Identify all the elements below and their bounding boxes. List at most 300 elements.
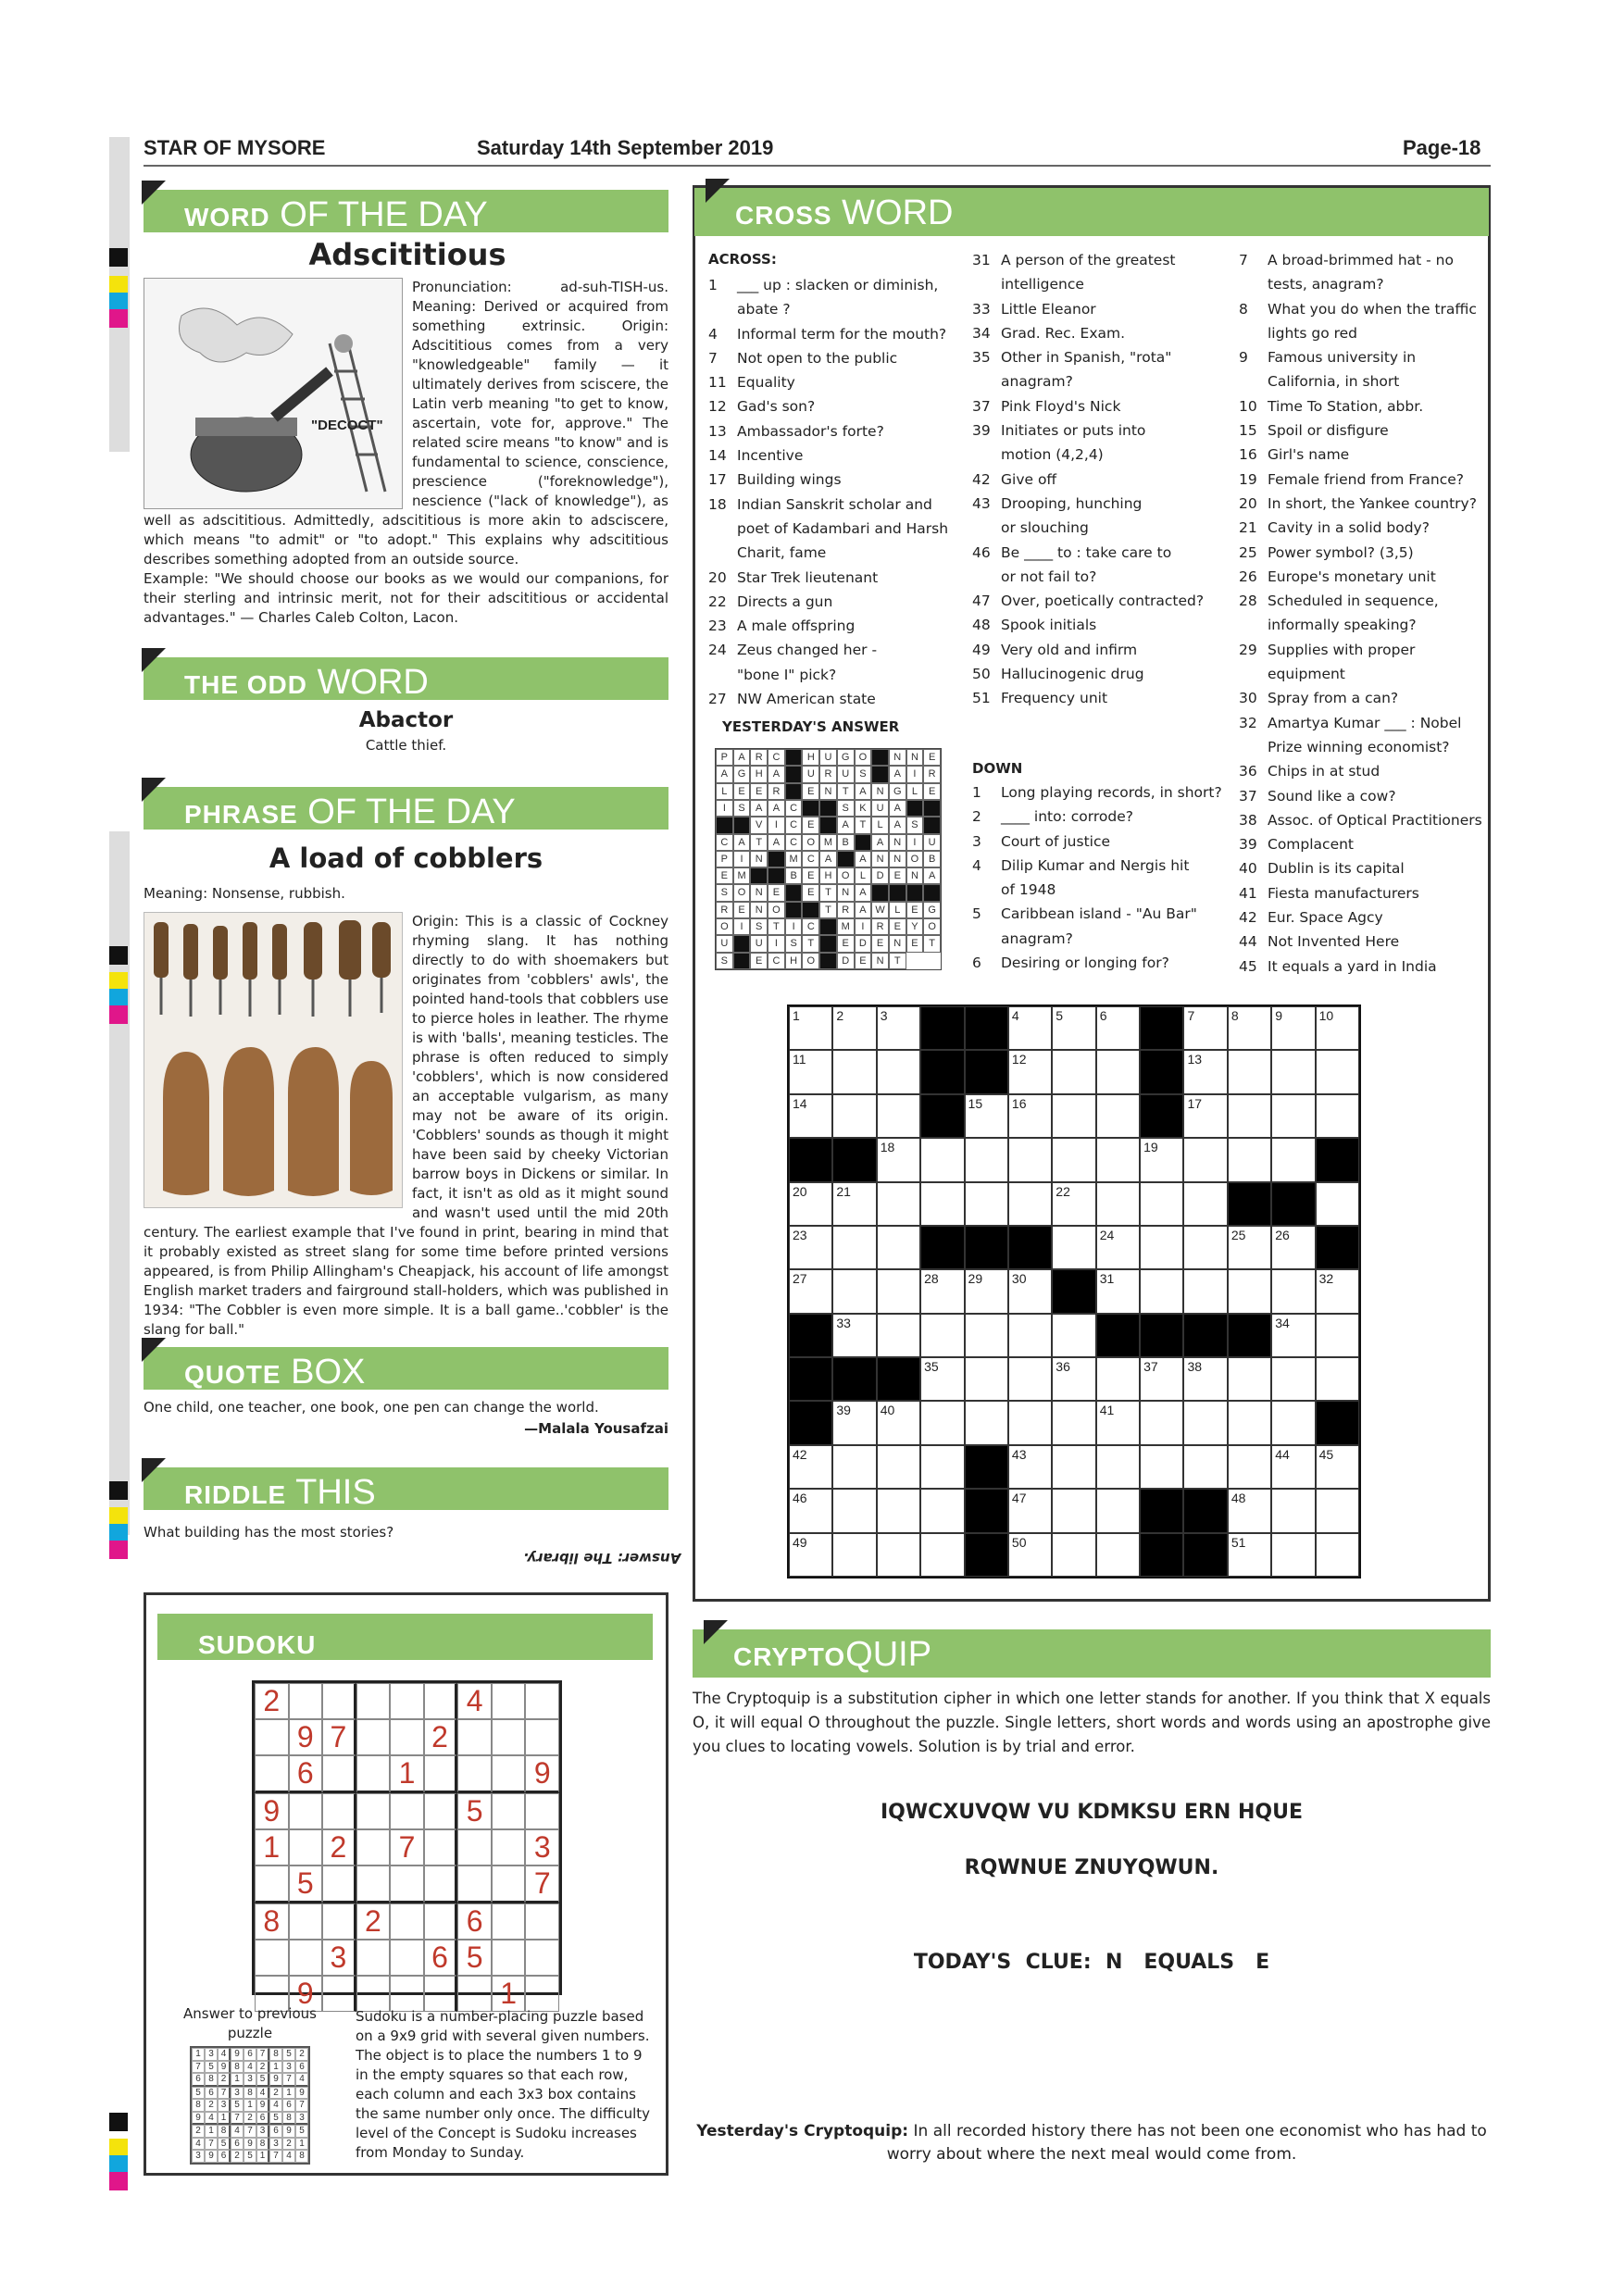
- crossword-cell[interactable]: [1183, 1401, 1227, 1444]
- crossword-cell[interactable]: [832, 1489, 876, 1532]
- sudoku-cell[interactable]: [289, 1940, 323, 1976]
- sudoku-cell[interactable]: [390, 1866, 424, 1903]
- sudoku-cell[interactable]: [525, 1793, 559, 1829]
- crossword-cell[interactable]: [877, 1006, 920, 1050]
- crossword-cell[interactable]: [1316, 1094, 1359, 1138]
- sudoku-cell[interactable]: [356, 1940, 391, 1976]
- crossword-block: [832, 1357, 876, 1401]
- clue-line: [708, 566, 958, 590]
- sudoku-cell[interactable]: 6: [457, 1903, 492, 1940]
- sudoku-cell[interactable]: [390, 1683, 424, 1719]
- crossword-cell[interactable]: [789, 1269, 832, 1313]
- yesterday-cell: [802, 902, 819, 918]
- crossword-cell[interactable]: [877, 1401, 920, 1444]
- crossword-cell[interactable]: [1228, 1533, 1271, 1577]
- crossword-cell[interactable]: [877, 1138, 920, 1181]
- crossword-cell[interactable]: [965, 1401, 1008, 1444]
- crossword-cell[interactable]: [832, 1314, 876, 1357]
- answer-cell: 9: [256, 2099, 269, 2112]
- crossword-cell[interactable]: [1271, 1006, 1315, 1050]
- sudoku-cell[interactable]: [424, 1793, 458, 1829]
- yesterday-cell: B: [923, 851, 941, 867]
- clue-number: 37: [972, 397, 991, 415]
- clue-text: Supplies with proper: [1268, 641, 1416, 658]
- sudoku-cell[interactable]: [424, 1683, 458, 1719]
- crossword-cell[interactable]: [832, 1006, 876, 1050]
- clue-number: 44: [1239, 933, 1257, 951]
- crossword-cell[interactable]: [1008, 1314, 1052, 1357]
- sudoku-cell[interactable]: 3: [525, 1829, 559, 1866]
- crossword-cell[interactable]: [1228, 1445, 1271, 1489]
- crossword-cell[interactable]: [877, 1269, 920, 1313]
- crossword-cell[interactable]: [1183, 1138, 1227, 1181]
- sudoku-cell[interactable]: [289, 1829, 323, 1866]
- answer-cell: 6: [269, 2125, 282, 2138]
- crossword-cell[interactable]: [1052, 1226, 1095, 1269]
- sudoku-cell[interactable]: [356, 1683, 391, 1719]
- crossword-cell[interactable]: [789, 1226, 832, 1269]
- sudoku-cell[interactable]: [525, 1940, 559, 1976]
- crossword-cell[interactable]: [832, 1401, 876, 1444]
- answer-cell: 7: [244, 2125, 256, 2138]
- crossword-cell[interactable]: [1228, 1401, 1271, 1444]
- crossword-cell[interactable]: [789, 1182, 832, 1226]
- sudoku-cell[interactable]: [390, 1940, 424, 1976]
- clue-line: [972, 468, 1231, 492]
- crossword-cell[interactable]: [877, 1226, 920, 1269]
- yesterday-cell: N: [837, 884, 855, 901]
- crossword-cell[interactable]: [1096, 1182, 1140, 1226]
- crossword-cell[interactable]: [920, 1533, 964, 1577]
- answer-cell: 9: [244, 2138, 256, 2151]
- answer-cell: 4: [192, 2138, 205, 2151]
- clue-text: poet of Kadambari and Harsh: [737, 519, 949, 537]
- crossword-cell[interactable]: [1008, 1050, 1052, 1093]
- crossword-cell[interactable]: [1228, 1094, 1271, 1138]
- crossword-cell[interactable]: [877, 1445, 920, 1489]
- crossword-cell[interactable]: [1228, 1269, 1271, 1313]
- sudoku-cell[interactable]: 5: [457, 1940, 492, 1976]
- clue-line: [1239, 297, 1489, 321]
- crossword-cell[interactable]: [920, 1489, 964, 1532]
- sudoku-cell[interactable]: 2: [255, 1683, 289, 1719]
- sudoku-cell[interactable]: 1: [390, 1755, 424, 1793]
- crossword-cell[interactable]: [1096, 1094, 1140, 1138]
- sudoku-cell[interactable]: [390, 1793, 424, 1829]
- sudoku-cell[interactable]: [525, 1683, 559, 1719]
- crossword-cell[interactable]: [1052, 1314, 1095, 1357]
- yesterday-cell: H: [819, 867, 837, 884]
- sudoku-cell[interactable]: [255, 1866, 289, 1903]
- clue-text: ____ into: corrode?: [1001, 808, 1133, 826]
- sudoku-cell[interactable]: [322, 1903, 356, 1940]
- crossword-cell[interactable]: [1271, 1401, 1315, 1444]
- crossword-cell[interactable]: [1096, 1401, 1140, 1444]
- crossword-cell[interactable]: [965, 1314, 1008, 1357]
- clue-text: Little Eleanor: [1001, 300, 1096, 318]
- crossword-cell[interactable]: [1316, 1533, 1359, 1577]
- sudoku-cell[interactable]: 8: [255, 1903, 289, 1940]
- crossword-cell[interactable]: [1096, 1269, 1140, 1313]
- crossword-cell[interactable]: [877, 1533, 920, 1577]
- crossword-cell[interactable]: [965, 1094, 1008, 1138]
- sudoku-cell[interactable]: [457, 1719, 492, 1755]
- crossword-cell[interactable]: [789, 1445, 832, 1489]
- crossword-cell[interactable]: [1228, 1357, 1271, 1401]
- sudoku-cell[interactable]: [492, 1719, 526, 1755]
- crossword-cell[interactable]: [789, 1094, 832, 1138]
- sudoku-cell[interactable]: [289, 1683, 323, 1719]
- crossword-cell[interactable]: [1096, 1006, 1140, 1050]
- cryptoquip-line1: IQWCXUVQW VU KDMKSU ERN HQUE: [881, 1801, 1303, 1824]
- crossword-cell[interactable]: [877, 1050, 920, 1093]
- clue-number: 42: [972, 470, 991, 488]
- clue-number: 42: [1239, 909, 1257, 927]
- sudoku-cell[interactable]: [525, 1903, 559, 1940]
- crossword-cell[interactable]: [1271, 1533, 1315, 1577]
- page-number: Page-18: [1403, 136, 1481, 159]
- down-clues-col2: [972, 780, 1231, 975]
- crossword-cell[interactable]: [1183, 1357, 1227, 1401]
- sudoku-cell[interactable]: [356, 1866, 391, 1903]
- clue-line: [972, 492, 1231, 516]
- sudoku-cell[interactable]: 2: [356, 1903, 391, 1940]
- crossword-cell[interactable]: [1271, 1489, 1315, 1532]
- crossword-cell[interactable]: [1183, 1226, 1227, 1269]
- clue-line: [972, 662, 1231, 686]
- answer-cell: 8: [295, 2150, 308, 2163]
- sudoku-cell[interactable]: [492, 1793, 526, 1829]
- sudoku-cell[interactable]: [255, 1755, 289, 1793]
- crossword-cell[interactable]: [1052, 1138, 1095, 1181]
- crossword-cell[interactable]: [1183, 1050, 1227, 1093]
- registration-magenta: [109, 1541, 128, 1559]
- sudoku-cell[interactable]: 2: [424, 1719, 458, 1755]
- crossword-cell[interactable]: [832, 1050, 876, 1093]
- crossword-cell[interactable]: [1052, 1533, 1095, 1577]
- answer-cell: 2: [295, 2048, 308, 2061]
- crossword-cell[interactable]: [1008, 1006, 1052, 1050]
- crossword-cell[interactable]: [1140, 1445, 1183, 1489]
- yesterday-cell: C: [802, 851, 819, 867]
- crossword-cell[interactable]: [1008, 1182, 1052, 1226]
- sudoku-cell[interactable]: 9: [289, 1976, 323, 2012]
- crossword-cell[interactable]: [877, 1094, 920, 1138]
- sudoku-cell[interactable]: 2: [322, 1829, 356, 1866]
- crossword-cell[interactable]: [1140, 1182, 1183, 1226]
- sudoku-cell[interactable]: [457, 1755, 492, 1793]
- clue-number: 1: [972, 784, 981, 801]
- sudoku-cell[interactable]: [255, 1940, 289, 1976]
- crossword-cell[interactable]: [920, 1445, 964, 1489]
- crossword-cell[interactable]: [1096, 1050, 1140, 1093]
- answer-cell: 2: [218, 2073, 231, 2087]
- crossword-cell[interactable]: [1316, 1489, 1359, 1532]
- odd-word-meaning: Cattle thief.: [365, 737, 447, 754]
- crossword-cell[interactable]: [1271, 1138, 1315, 1181]
- crossword-cell[interactable]: [1140, 1226, 1183, 1269]
- crossword-cell[interactable]: [1271, 1050, 1315, 1093]
- crossword-cell[interactable]: [1316, 1006, 1359, 1050]
- sudoku-cell[interactable]: [322, 1755, 356, 1793]
- sudoku-cell[interactable]: [356, 1793, 391, 1829]
- clue-number: [708, 297, 737, 321]
- clue-line: [708, 273, 958, 297]
- yesterday-cell: T: [837, 783, 855, 800]
- registration-black: [109, 1481, 128, 1500]
- sudoku-cell[interactable]: [289, 1793, 323, 1829]
- clue-number: 38: [1239, 811, 1257, 829]
- crossword-cell[interactable]: [789, 1533, 832, 1577]
- yesterday-cell: O: [906, 851, 924, 867]
- sudoku-cell[interactable]: 6: [424, 1940, 458, 1976]
- sudoku-cell[interactable]: 7: [525, 1866, 559, 1903]
- sudoku-cell[interactable]: 7: [322, 1719, 356, 1755]
- crossword-cell[interactable]: [1008, 1138, 1052, 1181]
- crossword-cell[interactable]: [1052, 1357, 1095, 1401]
- crossword-cell[interactable]: [1008, 1357, 1052, 1401]
- yesterday-cell: N: [889, 834, 906, 851]
- crossword-cell[interactable]: [1316, 1314, 1359, 1357]
- crossword-cell[interactable]: [832, 1445, 876, 1489]
- crossword-cell[interactable]: [1183, 1269, 1227, 1313]
- crossword-cell[interactable]: [1140, 1269, 1183, 1313]
- crossword-cell[interactable]: [1052, 1401, 1095, 1444]
- crossword-cell[interactable]: [1096, 1445, 1140, 1489]
- sudoku-cell[interactable]: [255, 1719, 289, 1755]
- crossword-cell[interactable]: [965, 1138, 1008, 1181]
- sudoku-cell[interactable]: 1: [492, 1976, 526, 2012]
- crossword-cell[interactable]: [965, 1269, 1008, 1313]
- crossword-cell[interactable]: [920, 1138, 964, 1181]
- clue-text: California, in short: [1268, 373, 1400, 391]
- crossword-cell[interactable]: [1271, 1226, 1315, 1269]
- crossword-cell[interactable]: [1183, 1094, 1227, 1138]
- crossword-cell[interactable]: [1316, 1357, 1359, 1401]
- crossword-block: [789, 1401, 832, 1444]
- crossword-cell[interactable]: [1008, 1269, 1052, 1313]
- sudoku-cell[interactable]: [424, 1866, 458, 1903]
- phrase-origin: Origin: This is a classic of Cockney rhyming slang. It has nothing directly to do with shoemakers but originates from 'cobblers' awls', the pointed hand-tools that cobblers use to pierce holes in leather. The rhyme is with 'balls', meaning testicles. The phrase is often reduced to simply 'cobblers', which is now considered an acceptable vulgarism, as many may not be aware of its origin. 'Cobblers' sounds as though it might have been said by cheeky Victorian barrow boys in Dickens or similar. In fact, it isn't as old as it might sound and wasn't used until the mid 20th century. The earliest example that I've found in print, bearing in mind that it probably existed as street slang for some time before printed versions appeared, is from Philip Allingham's Cheapjack, his account of life amongst English market traders and fairground stall-holders, which was published in 1934: "The Cobbler is even more simple. It is a ball game..'cobbler' is the slang for ball.": [144, 913, 668, 1338]
- clue-line: [1239, 443, 1489, 467]
- crossword-cell[interactable]: [1316, 1445, 1359, 1489]
- crossword-cell[interactable]: [1271, 1269, 1315, 1313]
- cell-number: 10: [1318, 1008, 1334, 1023]
- cell-number: 14: [793, 1095, 807, 1111]
- crossword-cell[interactable]: [1183, 1182, 1227, 1226]
- clue-line: [1239, 638, 1489, 662]
- crossword-cell[interactable]: [832, 1226, 876, 1269]
- sudoku-cell[interactable]: [492, 1866, 526, 1903]
- crossword-cell[interactable]: [1316, 1182, 1359, 1226]
- yesterday-cell: D: [871, 867, 889, 884]
- band-light: THIS: [295, 1473, 376, 1512]
- crossword-cell[interactable]: [1316, 1269, 1359, 1313]
- crossword-cell[interactable]: [1271, 1445, 1315, 1489]
- clue-number: 41: [1239, 884, 1257, 902]
- cell-number: 33: [836, 1315, 851, 1330]
- crossword-cell[interactable]: [1228, 1138, 1271, 1181]
- crossword-cell[interactable]: [1228, 1050, 1271, 1093]
- cell-number: 51: [1230, 1534, 1246, 1550]
- crossword-cell[interactable]: [1183, 1006, 1227, 1050]
- crossword-cell[interactable]: [877, 1489, 920, 1532]
- cell-number: 42: [793, 1446, 807, 1462]
- crossword-cell[interactable]: [1008, 1489, 1052, 1532]
- band-light: OF THE DAY: [280, 195, 488, 234]
- crossword-cell[interactable]: [877, 1182, 920, 1226]
- cell-number: 27: [793, 1271, 807, 1287]
- answer-cell: 6: [192, 2073, 205, 2087]
- crossword-cell[interactable]: [1140, 1401, 1183, 1444]
- clue-text: Chips in at stud: [1268, 763, 1380, 780]
- registration-cyan: [109, 2155, 128, 2174]
- sudoku-cell[interactable]: [356, 1755, 391, 1793]
- clue-text: Power symbol? (3,5): [1268, 543, 1414, 561]
- sudoku-cell[interactable]: 7: [390, 1829, 424, 1866]
- crossword-cell[interactable]: [1008, 1094, 1052, 1138]
- crossword-cell[interactable]: [920, 1314, 964, 1357]
- crossword-cell[interactable]: [1140, 1138, 1183, 1181]
- sudoku-cell[interactable]: [356, 1719, 391, 1755]
- clue-number: [972, 878, 1001, 902]
- yesterday-cell: L: [716, 783, 733, 800]
- sudoku-cell[interactable]: [424, 1829, 458, 1866]
- crossword-cell[interactable]: [1052, 1094, 1095, 1138]
- crossword-cell[interactable]: [1228, 1226, 1271, 1269]
- crossword-cell[interactable]: [920, 1182, 964, 1226]
- sudoku-cell[interactable]: [289, 1903, 323, 1940]
- crossword-cell[interactable]: [1008, 1445, 1052, 1489]
- clue-text: Long playing records, in short?: [1001, 784, 1222, 801]
- answer-cell: 8: [244, 2087, 256, 2100]
- sudoku-cell[interactable]: [390, 1903, 424, 1940]
- crossword-cell[interactable]: [965, 1182, 1008, 1226]
- crossword-cell[interactable]: [1228, 1006, 1271, 1050]
- crossword-cell[interactable]: [1096, 1357, 1140, 1401]
- crossword-cell[interactable]: [1316, 1050, 1359, 1093]
- crossword-cell[interactable]: [920, 1269, 964, 1313]
- yesterday-cell: A: [733, 749, 751, 766]
- clue-number: 12: [708, 398, 727, 416]
- sudoku-cell[interactable]: [390, 1719, 424, 1755]
- sudoku-cell[interactable]: [322, 1866, 356, 1903]
- yesterday-cell: I: [768, 817, 785, 833]
- clue-line: [972, 369, 1231, 393]
- crossword-cell[interactable]: [1008, 1533, 1052, 1577]
- answer-cell: 5: [282, 2048, 295, 2061]
- crossword-cell[interactable]: [920, 1401, 964, 1444]
- answer-cell: 7: [231, 2112, 244, 2126]
- clue-number: 26: [1239, 568, 1257, 585]
- sudoku-cell[interactable]: 5: [289, 1866, 323, 1903]
- crossword-cell[interactable]: [1096, 1489, 1140, 1532]
- answer-cell: 2: [231, 2150, 244, 2163]
- crossword-cell[interactable]: [789, 1489, 832, 1532]
- sudoku-cell[interactable]: [457, 1829, 492, 1866]
- yesterday-cell: E: [733, 783, 751, 800]
- sudoku-cell[interactable]: [492, 1903, 526, 1940]
- crossword-block: [1316, 1138, 1359, 1181]
- sudoku-cell[interactable]: [356, 1829, 391, 1866]
- crossword-cell[interactable]: [1008, 1401, 1052, 1444]
- crossword-cell[interactable]: [1228, 1489, 1271, 1532]
- yesterday-cell: I: [716, 800, 733, 817]
- crossword-cell[interactable]: [1096, 1138, 1140, 1181]
- yesterday-cell: [785, 749, 803, 766]
- crossword-cell[interactable]: [1183, 1445, 1227, 1489]
- clue-text: anagram?: [1001, 930, 1073, 947]
- sudoku-cell[interactable]: 9: [525, 1755, 559, 1793]
- sudoku-cell[interactable]: [322, 1793, 356, 1829]
- crossword-cell[interactable]: [1096, 1533, 1140, 1577]
- sudoku-cell[interactable]: [322, 1683, 356, 1719]
- clue-text: Desiring or longing for?: [1001, 955, 1169, 972]
- crossword-cell[interactable]: [789, 1006, 832, 1050]
- sudoku-cell[interactable]: 9: [255, 1793, 289, 1829]
- clue-line: [708, 370, 958, 394]
- band-bold: QUOTE: [184, 1360, 281, 1389]
- yesterday-cell: [819, 953, 837, 969]
- clue-line: [708, 517, 958, 541]
- crossword-cell[interactable]: [1271, 1094, 1315, 1138]
- cryptoquip-band: [693, 1629, 1491, 1678]
- sudoku-cell[interactable]: 5: [457, 1793, 492, 1829]
- crossword-cell[interactable]: [1052, 1489, 1095, 1532]
- sudoku-cell[interactable]: 6: [289, 1755, 323, 1793]
- crossword-cell[interactable]: [877, 1314, 920, 1357]
- crossword-cell[interactable]: [1052, 1182, 1095, 1226]
- sudoku-cell[interactable]: 1: [255, 1829, 289, 1866]
- clue-line: [1239, 345, 1489, 369]
- sudoku-cell[interactable]: [492, 1940, 526, 1976]
- crossword-cell[interactable]: [832, 1269, 876, 1313]
- sudoku-cell[interactable]: [457, 1866, 492, 1903]
- crossword-cell[interactable]: [1271, 1314, 1315, 1357]
- sudoku-cell[interactable]: [322, 1976, 356, 2012]
- sudoku-cell[interactable]: [525, 1719, 559, 1755]
- crossword-cell[interactable]: [965, 1357, 1008, 1401]
- sudoku-cell[interactable]: [492, 1683, 526, 1719]
- sudoku-cell[interactable]: [492, 1755, 526, 1793]
- sudoku-cell[interactable]: [492, 1829, 526, 1866]
- crossword-cell[interactable]: [1052, 1445, 1095, 1489]
- crossword-cell[interactable]: [920, 1357, 964, 1401]
- crossword-cell[interactable]: [1140, 1357, 1183, 1401]
- clue-number: 8: [1239, 300, 1248, 318]
- riddle-answer: Answer: The library.: [523, 1550, 681, 1566]
- registration-yellow: [109, 2139, 128, 2157]
- crossword-cell[interactable]: [832, 1182, 876, 1226]
- clue-text: of 1948: [1001, 881, 1056, 899]
- crossword-cell[interactable]: [1096, 1226, 1140, 1269]
- crossword-cell[interactable]: [832, 1533, 876, 1577]
- crossword-cell[interactable]: [1271, 1357, 1315, 1401]
- sudoku-cell[interactable]: 4: [457, 1683, 492, 1719]
- clue-line: [1239, 272, 1489, 296]
- crossword-cell[interactable]: [789, 1050, 832, 1093]
- sudoku-cell[interactable]: 9: [289, 1719, 323, 1755]
- cryptoquip-yesterday: [693, 2120, 1491, 2166]
- yesterday-cell: R: [768, 783, 785, 800]
- answer-cell: 4: [231, 2125, 244, 2138]
- sudoku-cell[interactable]: [424, 1755, 458, 1793]
- crossword-cell[interactable]: [1052, 1050, 1095, 1093]
- sudoku-cell[interactable]: [424, 1903, 458, 1940]
- crossword-cell[interactable]: [1052, 1006, 1095, 1050]
- crossword-cell[interactable]: [832, 1094, 876, 1138]
- sudoku-cell[interactable]: 3: [322, 1940, 356, 1976]
